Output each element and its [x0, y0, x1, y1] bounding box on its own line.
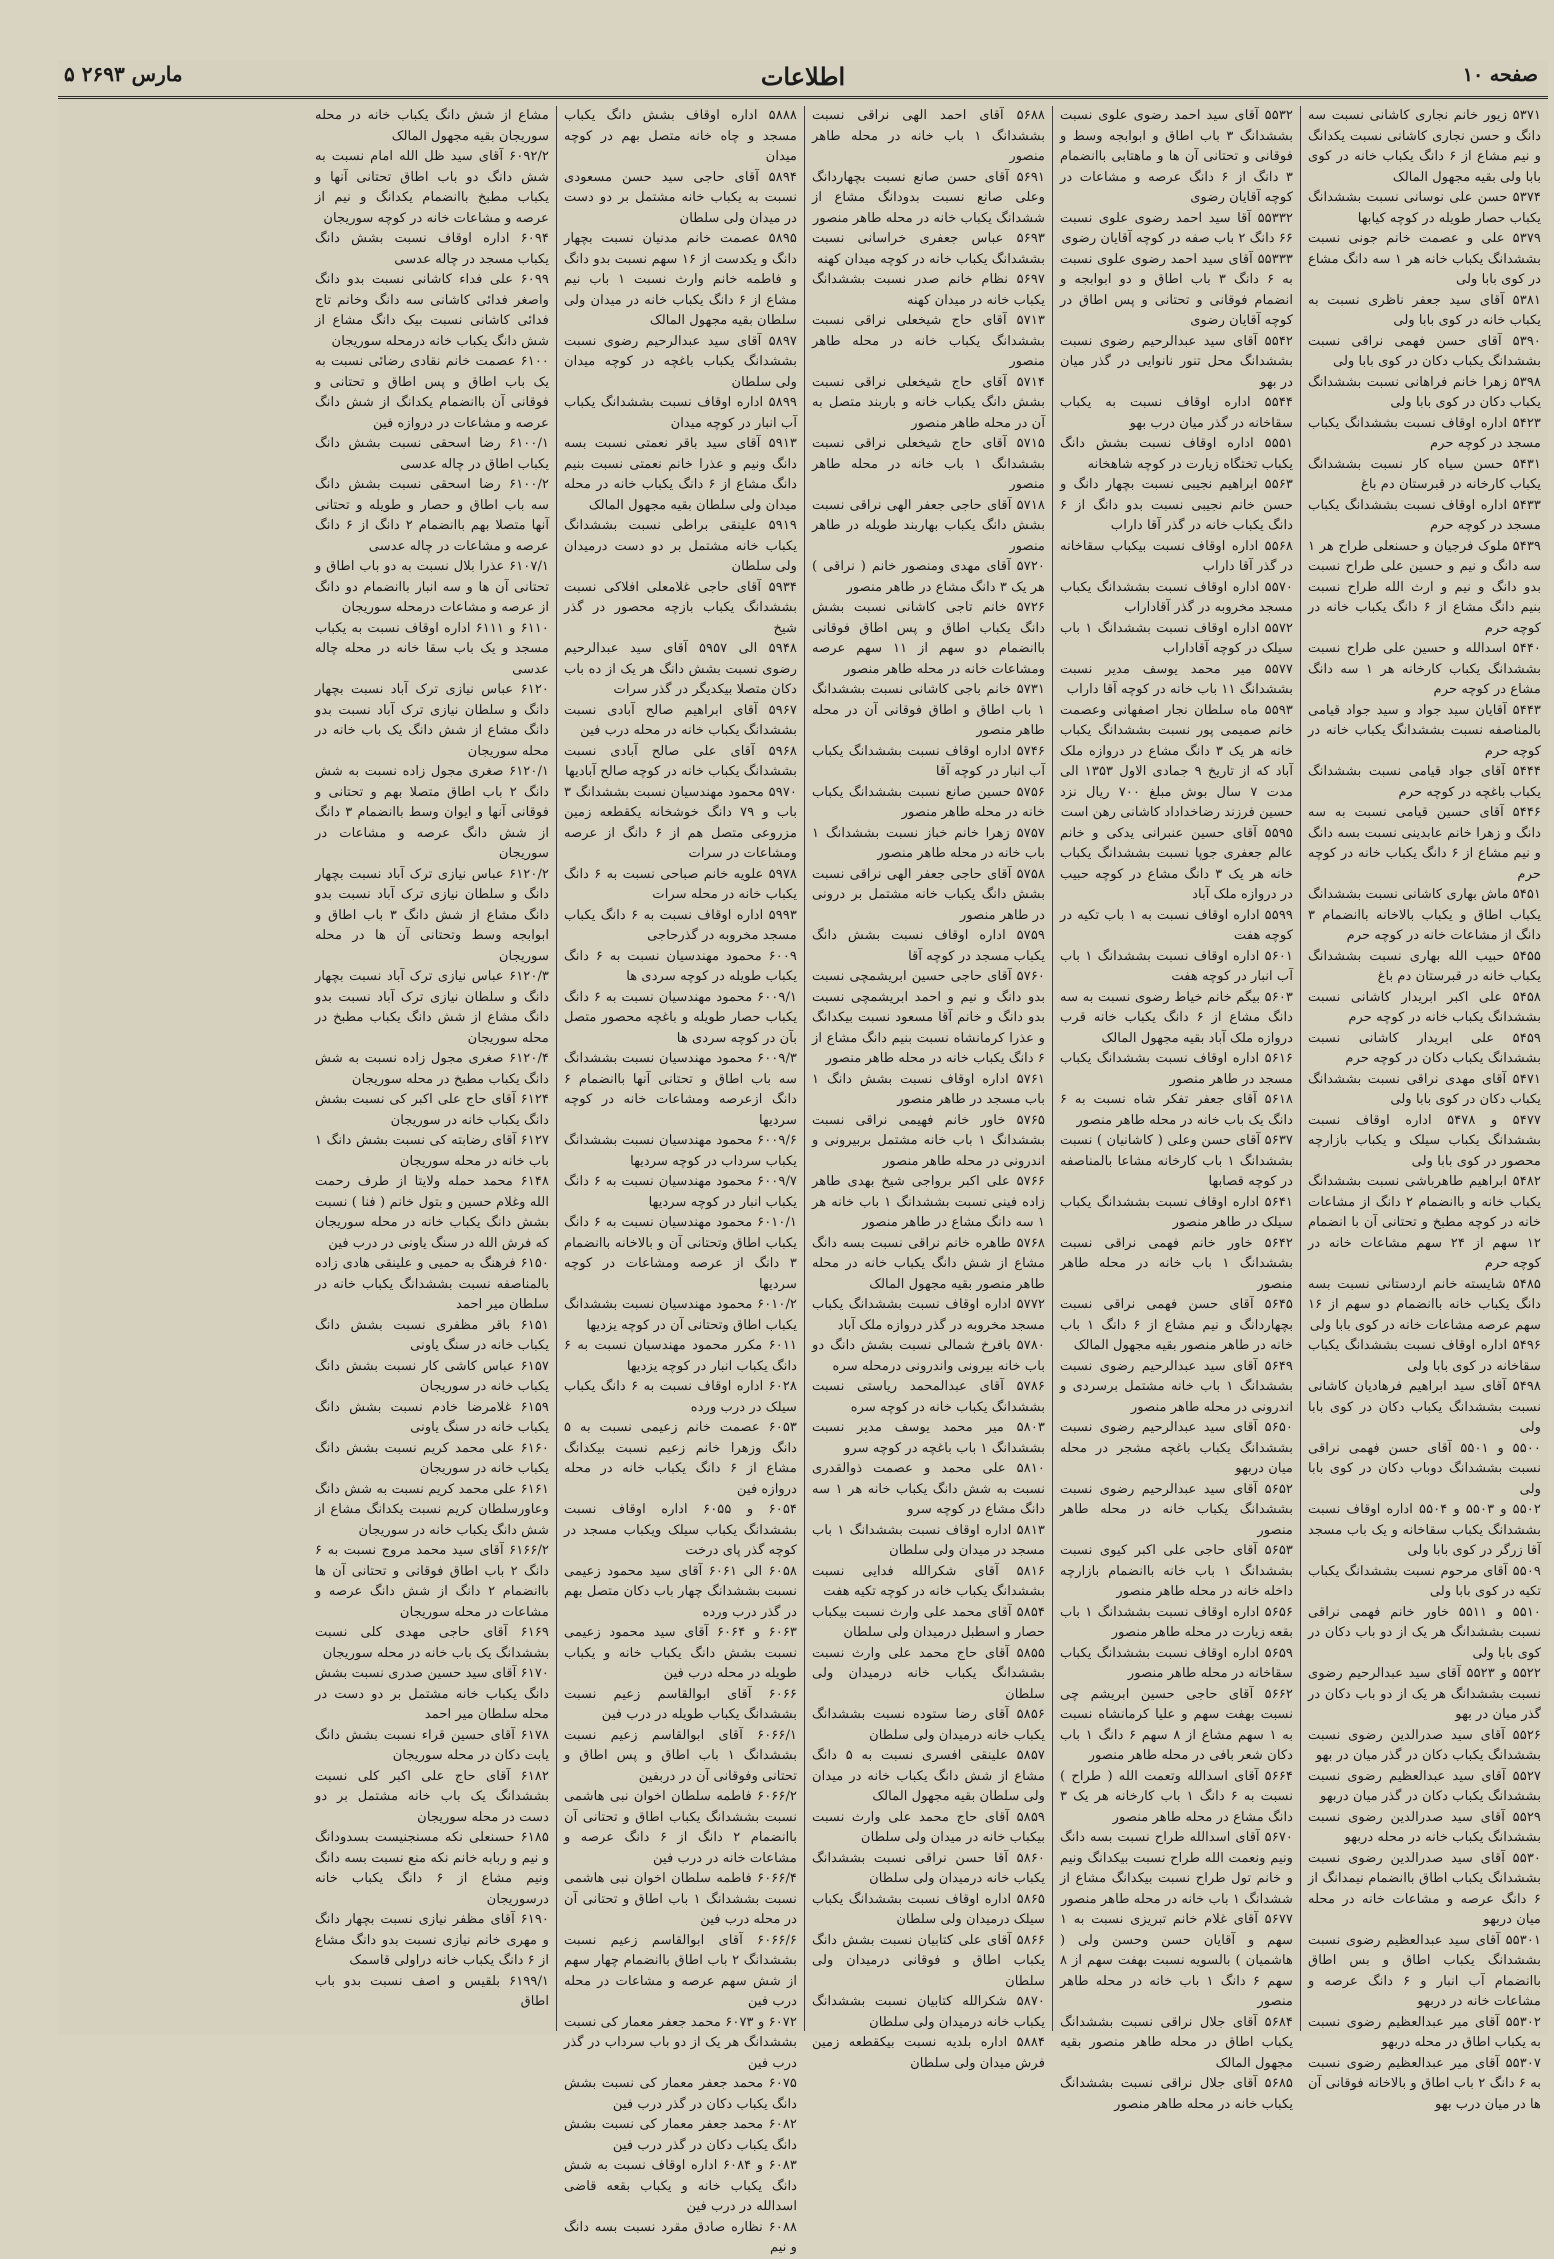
registry-entry: ۵۵۰۹ آقای مرحوم نسبت بششدانگ یکباب تکیه در کوی بابا ولی [1308, 1563, 1541, 1599]
registry-entry: ۵۵۷۰ اداره اوقاف نسبت بششدانگ یکباب مسجد مخروبه در گذر آقاداراب [1060, 579, 1293, 615]
registry-entry: ۶۰۱۰/۲ محمود مهندسیان نسبت بششدانگ یکباب اطاق وتحتانی آن در کوچه یزدیها [564, 1297, 797, 1333]
registry-entry: ۵۵۳۳۳ آقای سید احمد رضوی علوی نسبت به ۶ دانگ ۳ باب اطاق و دو ابوابجه و انضمام فوقانی و تحتانی و پس اطاق در کوچه آقایان رضوی [1060, 251, 1293, 328]
registry-entry: ۵۶۴۵ آقای حسن فهمی نراقی نسبت بچهاردانگ و نیم مشاع از ۶ دانگ ۱ باب خانه در طاهر منصور بقیه مجهول المالک [1060, 1297, 1293, 1353]
registry-entry: ۵۶۰۳ بیگم خانم خیاط رضوی نسبت به سه دانگ مشاع از ۶ دانگ یکباب خانه قرب دروازه ملک آباد بقیه مجهول المالک [1060, 989, 1293, 1046]
registry-entry: ۵۶۴۹ آقای سید عبدالرحیم رضوی نسبت بششدانگ ۱ باب خانه مشتمل برسردی و اندرونی در محله طاهر منصور [1060, 1358, 1294, 1415]
registry-entry: ۶۰۶۶/۲ فاطمه سلطان اخوان نبی هاشمی نسبت بششدانگ یکباب اطاق و تحتانی آن باانضمام ۲ دانگ از ۶ دانگ عرصه و مشاعات خانه در درب فین [564, 1789, 797, 1866]
registry-entry: ۵۷۲۰ آقای مهدی ومنصور خانم ( نراقی ) هر یک ۳ دانگ مشاع در طاهر منصور [812, 559, 1045, 595]
registry-entry: ۵۶۹۷ نظام خانم صدر نسبت بششدانگ یکباب خانه در میدان کهنه [812, 272, 1045, 308]
registry-entry: ۵۶۶۲ آقای حاجی حسین ابریشم چی نسبت بهفت سهم و علیا کرمانشاه نسبت به ۱ سهم مشاع از ۸ سهم ۶ دانگ ۱ باب دکان شعر بافی در محله طاهر منصور [1060, 1686, 1294, 1763]
registry-entry: ۵۶۵۶ اداره اوقاف نسبت بششدانگ ۱ باب بقعه زیارت در محله طاهر منصور [1060, 1604, 1293, 1640]
registry-entry: ۶۱۹۹/۱ بلقیس و اصف نسبت بدو باب اطاق [315, 1973, 549, 2009]
registry-entry: ۵۵۶۳ ابراهیم نجیبی نسبت بچهار دانگ و حسن خانم نجیبی نسبت بدو دانگ از ۶ دانگ یکباب خانه در گذر آقا داراب [1060, 477, 1293, 533]
registry-entry: ۵۸۹۷ آقای سید عبدالرحیم رضوی نسبت بششدانگ یکباب باغچه در کوچه میدان ولی سلطان [564, 333, 797, 390]
registry-entry: ۵۸۱۳ اداره اوقاف نسبت بششدانگ ۱ باب مسجد در میدان ولی سلطان [812, 1522, 1045, 1558]
registry-entry: ۶۰۹۴ اداره اوقاف نسبت بشش دانگ یکباب مسجد در چاله عدسی [315, 231, 549, 267]
registry-entry: ۵۴۸۵ شایسته خانم اردستانی نسبت بسه دانگ یکباب خانه باانضمام دو سهم از ۱۶ سهم عرصه مشاعات خانه در کوی بابا ولی [1308, 1276, 1541, 1333]
registry-entry: ۶۰۰۹/۶ محمود مهندسیان نسبت بششدانگ یکباب سرداب در کوچه سردیها [564, 1133, 797, 1169]
registry-entry: ۶۱۲۰/۴ صغری مجول زاده نسبت به شش دانگ یکباب مطبخ در محله سوریجان [315, 1051, 549, 1087]
registry-entry: ۵۴۴۶ آقای حسین قیامی نسبت به سه دانگ و زهرا خانم عابدینی نسبت بسه دانگ و نیم مشاع از ۶ دانگ یکباب خانه در کوچه حرم [1308, 805, 1541, 882]
registry-entry: ۵۹۱۹ علینقی براطی نسبت بششدانگ یکباب خانه مشتمل بر دو دست درمیدان ولی سلطان [564, 518, 797, 574]
registry-entry: ۵۳۷۹ علی و عصمت خانم جونی نسبت بششدانگ یکباب خانه هر ۱ سه دانگ مشاع در کوی بابا ولی [1308, 231, 1541, 287]
column-2 [1052, 106, 1300, 2112]
column-4 [556, 106, 804, 2255]
registry-entry: ۶۱۴۸ محمد حمله ولایتا از طرف رحمت الله وغلام حسین و بتول خانم ( فنا ) نسبت بشش دانگ یکباب خانه در محله سوریجان که فرش الله در سنگ یاونی در درب فین [315, 1174, 549, 1251]
registry-entry: ۵۶۱۶ اداره اوقاف نسبت بششدانگ یکباب مسجد در طاهر منصور [1060, 1051, 1293, 1087]
registry-entry: ۵۴۳۹ ملوک فرجیان و حسنعلی طراح هر ۱ سه دانگ و نیم و حسین علی طراح نسبت بدو دانگ و نیم و ارث الله طراح نسبت بنیم دانگ مشاع از ۶ دانگ یکباب خانه در کوچه حرم [1308, 538, 1542, 636]
registry-entry: ۵۵۰۲ و ۵۵۰۳ و ۵۵۰۴ اداره اوقاف نسبت بششدانگ یکباب سقاخانه و یک باب مسجد آقا زرگر در کوی بابا ولی [1308, 1502, 1541, 1558]
registry-entry: ۵۴۵۱ ماش بهاری کاشانی نسبت بششدانگ یکباب اطاق و یکباب بالاخانه باانضمام ۳ دانگ از مشاعات خانه در کوچه حرم [1308, 887, 1541, 943]
registry-entry: ۵۶۵۹ اداره اوقاف نسبت بششدانگ یکباب سقاخانه در محله طاهر منصور [1060, 1645, 1293, 1681]
registry-entry: ۶۰۶۶/۴ فاطمه سلطان اخوان نبی هاشمی نسبت بششدانگ ۱ باب اطاق و تحتانی آن در محله درب فین [564, 1871, 797, 1927]
registry-entry: ۶۱۸۵ حسنعلی نکه مسنجنیست بسدودانگ و نیم و ربابه خانم نکه منع نسبت بسه دانگ ونیم مشاع از ۶ دانگ یکباب خانه درسوریجان [315, 1830, 549, 1907]
newspaper-page [58, 60, 1548, 2255]
registry-entry: ۵۸۷۰ شکرالله کتابیان نسبت بششدانگ یکباب خانه درمیدان ولی سلطان [812, 1994, 1045, 2030]
registry-entry: ۵۹۱۳ آقای سید باقر نعمتی نسبت بسه دانگ ونیم و عذرا خانم نعمتی نسبت بنیم دانگ مشاع از ۶ دانگ یکباب خانه در محله میدان ولی سلطان بقیه مجهول المالک [564, 436, 797, 513]
registry-entry: ۵۶۵۳ آقای حاجی علی اکبر کیوی نسبت بششدانگ ۱ باب خانه باانضمام بازارچه داخله خانه در محله طاهر منصور [1060, 1543, 1294, 1599]
registry-entry: ۵۸۹۵ عصمت خانم مدنیان نسبت بچهار دانگ و یکدست از ۱۶ سهم نسبت بدو دانگ و فاطمه خانم وارث نسبت ۱ باب نیم مشاع از ۶ دانگ یکباب خانه در میدان ولی سلطان بقیه مجهول المالک [564, 231, 797, 328]
registry-entry: ۶۱۵۱ باقر مظفری نسبت بشش دانگ یکباب خانه در سنگ یاونی [315, 1317, 549, 1353]
registry-entry: ۵۴۴۰ اسدالله و حسین علی طراح نسبت بششدانگ یکباب کارخانه هر ۱ سه دانگ مشاع در کوچه حرم [1308, 641, 1542, 697]
columns-container [58, 106, 1548, 2255]
registry-entry: ۵۶۸۴ آقای جلال نراقی نسبت بششدانگ یکباب اطاق در محله طاهر منصور بقیه مجهول المالک [1060, 2014, 1293, 2071]
registry-entry: ۶۰۸۲ محمد جعفر معمار کی نسبت بشش دانگ یکباب دکان در گذر درب فین [564, 2117, 797, 2153]
page-number: صفحه ۱۰ [1462, 64, 1538, 86]
registry-entry: ۵۵۳۰ آقای سید صدرالدین رضوی نسبت بششدانگ یکباب اطاق باانضمام نیمدانگ از ۶ دانگ عرصه و مشاعات خانه در محله میان دربهو [1308, 1850, 1541, 1927]
registry-entry: ۵۶۷۰ آقای اسدالله طراح نسبت بسه دانگ ونیم ونعمت الله طراح نسبت بیکدانگ ونیم و خانم تول طراح نسبت بیکدانگ مشاع از ششدانگ ۱ باب خانه در محله طاهر منصور [1060, 1830, 1293, 1907]
registry-entry: ۵۷۶۱ اداره اوقاف نسبت بشش دانگ ۱ باب مسجد در طاهر منصور [812, 1071, 1045, 1107]
column-3 [804, 106, 1052, 2071]
registry-entry: ۶۱۰۰/۱ رضا اسحقی نسبت بشش دانگ یکباب اطاق در چاله عدسی [315, 436, 549, 472]
registry-entry: ۵۵۳۳۲ آقا سید احمد رضوی علوی نسبت ۶۶ دانگ ۲ باب صفه در کوچه آقایان رضوی [1060, 210, 1293, 246]
registry-entry: ۶۱۲۰/۲ عباس نیازی ترک آباد نسبت بچهار دانگ و سلطان نیازی ترک آباد نسبت بدو دانگ مشاع از شش دانگ ۳ باب اطاق و ابوابجه وسط وتحتانی آن ها در محله سوریجان [315, 866, 549, 964]
registry-entry: ۵۷۱۵ آقای حاج شیخعلی نراقی نسبت بششدانگ ۱ باب خانه در محله طاهر منصور [812, 436, 1045, 492]
registry-entry: ۵۳۸۱ آقای سید جعفر ناظری نسبت به یکباب خانه در کوی بابا ولی [1308, 292, 1541, 328]
registry-entry: ۵۷۵۷ زهرا خانم خباز نسبت بششدانگ ۱ باب خانه در محله طاهر منصور [812, 825, 1045, 861]
registry-entry: ۵۳۷۱ زیور خانم نجاری کاشانی نسبت سه دانگ و حسن نجاری کاشانی نسبت یکدانگ و نیم مشاع از ۶ دانگ یکباب خانه در کوی بابا ولی بقیه مجهول المالک [1308, 108, 1542, 185]
registry-entry: ۵۵۷۷ میر محمد یوسف مدیر نسبت بششدانگ ۱۱ باب خانه در کوچه آقا داراب [1060, 661, 1293, 697]
registry-entry: ۶۰۷۲ و ۶۰۷۳ محمد جعفر معمار کی نسبت بششدانگ هر یک از دو باب سرداب در گذر درب فین [564, 2014, 797, 2071]
registry-entry: ۵۳۹۰ آقای حسن فهمی نراقی نسبت بششدانگ یکباب دکان در کوی بابا ولی [1308, 333, 1541, 369]
registry-entry: ۶۱۶۱ علی محمد کریم نسبت به شش دانگ وعاورسلطان کریم نسبت یکدانگ مشاع از شش دانگ یکباب خانه در سوریجان [315, 1481, 549, 1538]
registry-entry: ۵۹۳۴ آقای حاجی غلامعلی افلاکی نسبت بششدانگ یکباب بازچه محصور در گذر شیخ [564, 579, 797, 636]
registry-entry: ۵۸۸۴ اداره بلدیه نسبت بیکقطعه زمین فرش میدان ولی سلطان [812, 2035, 1045, 2071]
registry-entry: ۵۷۸۶ آقای عبدالمحمد ریاستی نسبت بششدانگ یکباب خانه در کوچه سره [812, 1379, 1045, 1415]
registry-entry: ۵۹۴۸ الی ۵۹۵۷ آقای سید عبدالرحیم رضوی نسبت بشش دانگ هر یک از ده باب دکان متصلا بیکدیگر در گذر سرات [564, 641, 797, 697]
registry-entry: ۵۸۶۶ آقای علی کتابیان نسبت بشش دانگ یکباب اطاق و فوقانی درمیدان ولی سلطان [812, 1932, 1045, 1989]
registry-entry: ۵۵۴۴ اداره اوقاف نسبت به یکباب سقاخانه در گذر میان درب بهو [1060, 395, 1293, 431]
registry-entry: ۶۱۵۹ غلامرضا خادم نسبت بشش دانگ یکباب خانه در سنگ یاونی [315, 1399, 549, 1435]
registry-entry: ۶۱۹۰ آقای مظفر نیازی نسبت بچهار دانگ و مهری خانم نیازی نسبت بدو دانگ مشاع از ۶ دانگ یکباب خانه دراولی قاسمک [315, 1912, 549, 1968]
registry-entry: ۶۱۰۷/۱ عذرا بلال نسبت به دو باب اطاق و تحتانی آن ها و سه انبار باانضمام دو دانگ از عرصه و مشاعات درمحله سوریجان [315, 559, 549, 615]
registry-entry: ۵۶۹۱ آقای حسن صانع نسبت بچهاردانگ وعلی صانع نسبت بدودانگ مشاع از ششدانگ یکباب خانه در محله طاهر منصور [812, 169, 1045, 226]
registry-entry: ۵۵۵۱ اداره اوقاف نسبت بشش دانگ یکباب تختگاه زیارت در کوچه شاهخانه [1060, 436, 1293, 472]
registry-entry: ۶۰۰۹/۷ محمود مهندسیان نسبت به ۶ دانگ یکباب انبار در کوچه سردیها [564, 1174, 797, 1210]
registry-entry: ۶۰۸۸ نظاره صادق مقرد نسبت بسه دانگ و نیم [564, 2219, 797, 2255]
registry-entry: ۵۴۲۳ اداره اوقاف نسبت بششدانگ یکباب مسجد در کوچه حرم [1308, 415, 1541, 451]
registry-entry: ۵۵۲۲ و ۵۵۲۳ آقای سید عبدالرحیم رضوی نسبت بششدانگ هر یک از دو باب دکان در گذر میان در بهو [1308, 1666, 1541, 1722]
newspaper-title: اطلاعات [760, 62, 846, 91]
registry-entry: ۶۰۱۱ مکرر محمود مهندسیان نسبت به ۶ دانگ یکباب انبار در کوچه یزدیها [564, 1338, 797, 1374]
registry-entry: ۵۵۳۰۱ آقای سید عبدالعظیم رضوی نسبت بششدانگ یکباب اطاق و بس اطاق باانضمام آب انبار و ۶ دانگ عرصه و مشاعات خانه در دربهو [1308, 1932, 1541, 2009]
registry-entry: ۶۰۶۶/۶ آقای ابوالقاسم زعیم نسبت بششدانگ ۲ باب اطاق باانضمام چهار سهم از شش سهم عرصه و مشاعات در محله درب فین [564, 1932, 798, 2009]
registry-entry: ۵۵۲۹ آقای سید صدرالدین رضوی نسبت بششدانگ یکباب خانه در محله دربهو [1308, 1809, 1541, 1845]
registry-entry: ۶۰۹۲/۲ آقای سید ظل الله امام نسبت به شش دانگ دو باب اطاق تحتانی آنها و یکباب مطبخ باانضمام یکدانگ و نیم از عرصه و مشاعات خانه در کوچه سوریجان [315, 149, 549, 226]
registry-entry: ۵۵۹۳ ماه سلطان نجار اصفهانی وعصمت خانم صمیمی پور نسبت بششدانگ یکباب خانه هر یک ۳ دانگ مشاع در دروازه ملک آباد که از تاریخ ۹ جمادی الاول ۱۳۵۳ الی مدت ۷ سال بوش مبلغ ۷۰۰ ریال نزد حسین فرزند رضاخداداد کاشانی رهن است [1060, 702, 1293, 820]
registry-entry: ۵۸۱۰ علی محمد و عصمت ذوالقدری نسبت به شش دانگ یکباب خانه هر ۱ سه دانگ مشاع در کوچه سرو [812, 1461, 1046, 1517]
registry-entry: ۶۱۵۷ عباس کاشی کار نسبت بشش دانگ یکباب خانه در سوریجان [315, 1358, 549, 1394]
registry-entry: ۵۶۴۱ اداره اوقاف نسبت بششدانگ یکباب سیلک در طاهر منصور [1060, 1194, 1293, 1230]
registry-entry: ۵۷۱۸ آقای حاجی جعفر الهی نراقی نسبت بشش دانگ یکباب بهاربند طویله در طاهر منصور [812, 497, 1045, 554]
registry-entry: ۶۱۲۰/۳ عباس نیازی ترک آباد نسبت بچهار دانگ و سلطان نیازی ترک آباد نسبت بدو دانگ مشاع از شش دانگ یکباب مطبخ در محله سوریجان [315, 969, 549, 1046]
registry-entry: ۶۰۵۳ عصمت خانم زعیمی نسبت به ۵ دانگ وزهرا خانم زعیم نسبت بیکدانگ مشاع از ۶ دانگ یکباب خانه در محله دروازه فین [564, 1420, 797, 1497]
registry-entry: ۶۱۲۴ آقای حاج علی اکبر کی نسبت بشش دانگ یکباب خانه در سوریجان [315, 1092, 549, 1128]
registry-entry: ۵۸۹۴ آقای حاجی سید حسن مسعودی نسبت به یکباب خانه مشتمل بر دو دست در میدان ولی سلطان [564, 169, 797, 226]
registry-entry: ۶۱۲۷ آقای رضابته کی نسبت بشش دانگ ۱ باب خانه در محله سوریجان [315, 1133, 549, 1169]
registry-entry: ۵۷۶۸ طاهره خانم نراقی نسبت بسه دانگ مشاع از شش دانگ یکباب خانه در محله طاهر منصور بقیه مجهول المالک [812, 1235, 1045, 1292]
registry-entry: ۵۶۸۸ آقای احمد الهی نراقی نسبت بششدانگ ۱ باب خانه در محله طاهر منصور [812, 108, 1045, 164]
registry-entry: ۵۵۷۲ اداره اوقاف نسبت بششدانگ ۱ باب سیلک در کوچه آقاداراب [1060, 620, 1293, 656]
registry-entry: ۶۱۰۰ عصمت خانم نقادی رضائی نسبت به یک باب اطاق و پس اطاق و تحتانی و فوقانی آن باانضمام یکدانگ از شش دانگ عرصه و مشاعات در دروازه فین [315, 354, 549, 431]
registry-entry: ۶۱۶۰ علی محمد کریم نسبت بشش دانگ یکباب خانه در سوریجان [315, 1440, 549, 1476]
registry-entry: ۵۷۱۴ آقای حاج شیخعلی نراقی نسبت بشش دانگ یکباب خانه و باربند متصل به آن در محله طاهر منصور [812, 374, 1045, 431]
registry-entry: ۵۹۹۳ اداره اوقاف نسبت به ۶ دانگ یکباب مسجد مخروبه در گذرحاجی [564, 907, 797, 943]
registry-entry: ۶۰۵۸ الی ۶۰۶۱ آقای سید محمود زعیمی نسبت بششدانگ چهار باب دکان متصل بهم در گذر درب ورده [564, 1563, 797, 1620]
registry-entry: ۶۱۵۰ فرهنگ به حمیی و علینقی هادی زاده بالمناصفه نسبت بششدانگ یکباب خانه در سلطان میر احمد [315, 1256, 549, 1312]
registry-entry: ۵۹۷۸ علویه خانم صباحی نسبت به ۶ دانگ یکباب خانه در محله سرات [564, 866, 798, 902]
registry-entry: ۶۰۲۸ اداره اوقاف نسبت به ۶ دانگ یکباب سیلک در درب ورده [564, 1379, 797, 1415]
registry-entry: ۶۱۸۲ آقای حاج علی اکبر کلی نسبت بششدانگ یک باب خانه مشتمل بر دو دست در محله سوریجان [315, 1768, 549, 1825]
registry-entry: ۶۰۰۹/۱ محمود مهندسیان نسبت به ۶ دانگ یکباب حصار طویله و باغچه محصور متصل بآن در کوچه سردی ها [564, 989, 797, 1046]
registry-entry: ۵۴۵۹ علی ابریدار کاشانی نسبت بششدانگ یکباب دکان در کوچه حرم [1308, 1030, 1541, 1066]
registry-entry: ۵۹۷۰ محمود مهندسیان نسبت بششدانگ ۳ باب و ۷۹ دانگ خوشخانه یکقطعه زمین مزروعی متصل هم از ۶ دانگ از عرصه ومشاعات در سرات [564, 784, 798, 861]
registry-entry: ۵۴۵۵ حبیب الله بهاری نسبت بششدانگ یکباب خانه در قبرستان دم باغ [1308, 948, 1541, 984]
registry-entry: ۶۱۷۰ آقای سید حسین صدری نسبت بشش دانگ یکباب خانه مشتمل بر دو دست در محله سلطان میر احمد [315, 1666, 549, 1722]
registry-entry: ۶۰۷۵ محمد جعفر معمار کی نسبت بشش دانگ یکباب دکان در گذر درب فین [564, 2076, 797, 2112]
registry-entry: ۵۷۱۳ آقای حاج شیخعلی نراقی نسبت بششدانگ یکباب خانه در محله طاهر منصور [812, 313, 1045, 369]
registry-entry: ۶۱۶۶/۲ آقای سید محمد مروج نسبت به ۶ دانگ ۲ باب اطاق فوقانی و تحتانی آن ها باانضمام ۲ دانگ از شش دانگ عرصه و مشاعات در محله سوریجان [315, 1543, 549, 1620]
registry-entry: ۵۴۷۷ و ۵۴۷۸ اداره اوقاف نسبت بششدانگ یکباب سیلک و یکباب بازارچه محصور در کوی بابا ولی [1308, 1112, 1541, 1169]
registry-entry: ۵۵۳۰۲ آقای میر عبدالعظیم رضوی نسبت به یکباب اطاق در محله دربهو [1308, 2014, 1541, 2050]
registry-entry: ۵۶۷۷ آقای غلام خانم تبریزی نسبت به ۱ سهم و آقایان حسن وحسن ولی ( هاشمیان ) بالسویه نسبت بهفت سهم از ۸ سهم ۶ دانگ ۱ باب خانه در محله طاهر منصور [1060, 1912, 1293, 2009]
registry-entry: ۵۷۸۰ بافرخ شمالی نسبت بشش دانگ دو باب خانه بیرونی واندرونی درمحله سره [812, 1338, 1045, 1374]
registry-entry: ۵۹۶۷ آقای ابراهیم صالح آبادی نسبت بششدانگ یکباب خانه در محله درب فین [564, 702, 797, 738]
registry-entry: ۵۵۲۶ آقای سید صدرالدین رضوی نسبت بششدانگ یکباب دکان در گذر میان در بهو [1308, 1727, 1541, 1763]
registry-entry: ۵۵۳۰۷ آقای میر عبدالعظیم رضوی نسبت به ۶ دانگ ۲ باب اطاق و بالاخانه فوقانی آن ها در میان درب بهو [1308, 2055, 1541, 2112]
registry-entry: مشاع از شش دانگ یکباب خانه در محله سوریجان بقیه مجهول المالک [315, 108, 549, 144]
registry-entry: ۵۷۳۱ خانم باجی کاشانی نسبت بششدانگ ۱ باب اطاق و اطاق فوقانی آن در محله طاهر منصور [812, 682, 1045, 738]
registry-entry: ۵۳۷۴ حسن علی نوسانی نسبت بششدانگ یکباب حصار طویله در کوچه کیابها [1308, 190, 1541, 226]
registry-entry: ۵۵۶۸ اداره اوقاف نسبت بیکباب سقاخانه در گذر آقا داراب [1060, 538, 1293, 574]
registry-entry: ۶۰۵۴ و ۶۰۵۵ اداره اوقاف نسبت بششدانگ یکباب سیلک ویکباب مسجد در کوچه گذر پای درخت [564, 1502, 797, 1558]
registry-entry: ۵۶۶۴ آقای اسدالله وتعمت الله ( طراح ) نسبت به ۶ دانگ ۱ باب کارخانه هر یک ۳ دانگ مشاع در محله طاهر منصور [1060, 1768, 1293, 1825]
registry-entry: ۵۸۹۹ اداره اوقاف نسبت بششدانگ یکباب آب انبار در کوچه میدان [564, 395, 797, 431]
registry-entry: ۵۶۳۷ آقای حسن وعلی ( کاشانیان ) نسبت بششدانگ ۱ باب کارخانه مشاعا بالمناصفه در کوچه قصابها [1060, 1133, 1293, 1189]
registry-entry: ۵۸۱۶ آقای شکرالله فدایی نسبت بششدانگ یکباب خانه در کوچه تکیه هفت [812, 1563, 1045, 1599]
registry-entry: ۵۴۴۴ آقای جواد قیامی نسبت بششدانگ یکباب باغچه در کوچه حرم [1308, 764, 1541, 800]
registry-entry: ۵۴۹۸ آقای سید ابراهیم فرهادیان کاشانی نسبت بششدانگ یکباب دکان در کوی بابا ولی [1308, 1379, 1541, 1435]
registry-entry: ۶۰۱۰/۱ محمود مهندسیان نسبت به ۶ دانگ یکباب اطاق وتحتانی آن و بالاخانه باانضمام ۳ دانگ از عرصه ومشاعات در کوچه سردیها [564, 1215, 797, 1292]
registry-entry: ۵۶۹۳ عباس جعفری خراسانی نسبت بششدانگ یکباب خانه در کوچه میدان کهنه [812, 231, 1045, 267]
registry-entry: ۵۸۰۳ میر محمد یوسف مدیر نسبت بششدانگ ۱ باب باغچه در کوچه سرو [812, 1420, 1045, 1456]
registry-entry: ۵۸۵۷ علینقی افسری نسبت به ۵ دانگ مشاع از شش دانگ یکباب خانه در میدان ولی سلطان بقیه مجهول المالک [812, 1748, 1045, 1804]
registry-entry: ۶۱۲۰/۱ صغری مجول زاده نسبت به شش دانگ ۲ باب اطاق متصلا بهم و تحتانی و فوقانی آنها و ایوان وسط باانضمام ۳ دانگ از شش دانگ عرصه و مشاعات در سوریجان [315, 764, 550, 861]
column-5 [308, 106, 556, 2031]
registry-entry: ۶۱۰۰/۲ رضا اسحقی نسبت بشش دانگ سه باب اطاق و حصار و طویله و تحتانی آنها متصلا بهم باانضمام ۲ دانگ از ۶ دانگ عرصه و مشاعات در چاله عدسی [315, 477, 550, 554]
registry-entry: ۵۸۵۶ آقای رضا ستوده نسبت بششدانگ یکباب خانه درمیدان ولی سلطان [812, 1707, 1045, 1743]
registry-entry: ۵۵۹۵ آقای حسین عنبرانی یدکی و خانم عالم جعفری جوپا نسبت بششدانگ یکباب خانه هر یک ۳ دانگ مشاع در کوچه حبیب در دروازه ملک آباد [1060, 825, 1293, 902]
registry-entry: ۵۵۳۲ آقای سید احمد رضوی علوی نسبت بششدانگ ۳ باب اطاق و ابوابجه وسط و فوقانی و تحتانی آن ها و ماهتابی باانضمام ۳ دانگ از ۶ دانگ عرصه و مشاعات در کوچه آقایان رضوی [1060, 108, 1294, 205]
registry-entry: ۵۷۶۰ آقای حاجی حسین ابریشمچی نسبت بدو دانگ و نیم و احمد ابریشمچی نسبت بدو دانگ و خانم آقا مسعود نسبت بیکدانگ و عذرا کرمانشاه نسبت بنیم دانگ مشاع از ۶ دانگ یکباب خانه در محله طاهر منصور [812, 969, 1045, 1066]
registry-entry: ۵۶۵۰ آقای سید عبدالرحیم رضوی نسبت بششدانگ یکباب باغچه مشجر در محله میان دربهو [1060, 1420, 1293, 1476]
registry-entry: ۵۷۵۹ اداره اوقاف نسبت بشش دانگ یکباب مسجد در کوچه آقا [812, 928, 1045, 964]
registry-entry: ۵۷۲۶ خانم تاجی کاشانی نسبت بشش دانگ یکباب اطاق و پس اطاق فوقانی باانضمام دو سهم از ۱۱ سهم عرصه ومشاعات خانه در محله طاهر منصور [812, 600, 1046, 677]
registry-entry: ۵۳۹۸ زهرا خانم فراهانی نسبت بششدانگ یکباب دکان در کوی بابا ولی [1308, 374, 1541, 410]
registry-entry: ۶۰۶۶ آقای ابوالقاسم زعیم نسبت بششدانگ یکباب طویله در درب فین [564, 1686, 797, 1722]
column-1 [1300, 106, 1548, 2112]
registry-entry: ۵۸۵۹ آقای حاج محمد علی وارث نسبت بیکباب خانه در میدان ولی سلطان [812, 1809, 1045, 1845]
registry-entry: ۶۰۶۳ و ۶۰۶۴ آقای سید محمود زعیمی نسبت بشش دانگ یکباب خانه و یکباب طویله در محله درب فین [564, 1625, 797, 1681]
registry-entry: ۵۵۰۰ و ۵۵۰۱ آقای حسن فهمی نراقی نسبت بششدانگ دوباب دکان در کوی بابا ولی [1308, 1440, 1541, 1497]
registry-entry: ۵۴۸۲ ابراهیم طاهرباشی نسبت بششدانگ یکباب خانه و باانضمام ۲ دانگ از مشاعات خانه در کوچه مطبخ و تحتانی آن با انضمام ۱۲ سهم از ۲۴ سهم مشاعات خانه در کوچه حرم [1308, 1174, 1541, 1271]
registry-entry: ۵۴۷۱ آقای مهدی نراقی نسبت بششدانگ یکباب دکان در کوی بابا ولی [1308, 1071, 1541, 1107]
registry-entry: ۵۵۴۲ آقای سید عبدالرحیم رضوی نسبت بششدانگ محل تنور نانوایی در گذر میان در بهو [1060, 333, 1293, 390]
registry-entry: ۵۴۳۱ حسن سیاه کار نسبت بششدانگ یکباب کارخانه در قبرستان دم باغ [1308, 456, 1541, 492]
registry-entry: ۵۴۳۳ اداره اوقاف نسبت بششدانگ یکباب مسجد در کوچه حرم [1308, 497, 1541, 533]
registry-entry: ۵۷۶۶ علی اکبر برواجی شیخ بهدی طاهر زاده فینی نسبت بششدانگ ۱ باب خانه هر ۱ سه دانگ مشاع در طاهر منصور [812, 1174, 1045, 1230]
registry-entry: ۵۷۷۲ اداره اوقاف نسبت بششدانگ یکباب مسجد مخروبه در گذر دروازه ملک آباد [812, 1297, 1045, 1333]
issue-date: ۵ مارس ۲۶۹۳ [64, 62, 183, 86]
registry-entry: ۵۸۶۵ اداره اوقاف نسبت بششدانگ یکباب سیلک درمیدان ولی سلطان [812, 1891, 1045, 1927]
registry-entry: ۵۸۵۵ آقای حاج محمد علی وارث نسبت بششدانگ یکباب خانه درمیدان ولی سلطان [812, 1645, 1045, 1702]
registry-entry: ۵۶۸۵ آقای جلال نراقی نسبت بششدانگ یکباب خانه در محله طاهر منصور [1060, 2076, 1293, 2112]
registry-entry: ۵۵۱۰ و ۵۵۱۱ خاور خانم فهمی نراقی نسبت بششدانگ هر یک از دو باب دکان در کوی بابا ولی [1308, 1604, 1541, 1661]
registry-entry: ۶۰۹۹ علی فداء کاشانی نسبت بدو دانگ واصغر فدائی کاشانی سه دانگ وخانم تاج فدائی کاشانی نسبت بیک دانگ مشاع از شش دانگ یکباب خانه درمحله سوریجان [315, 272, 549, 349]
registry-entry: ۵۵۹۹ اداره اوقاف نسبت به ۱ باب تکیه در کوچه هفت [1060, 907, 1293, 943]
registry-entry: ۶۰۸۳ و ۶۰۸۴ اداره اوقاف نسبت به شش دانگ یکباب خانه و یکباب بقعه قاضی اسدالله در درب فین [564, 2158, 797, 2214]
registry-entry: ۵۵۲۷ آقای سید عبدالعظیم رضوی نسبت بششدانگ یکباب دکان در گذر میان دربهو [1308, 1768, 1541, 1804]
registry-entry: ۵۹۶۸ آقای علی صالح آبادی نسبت بششدانگ یکباب خانه در کوچه صالح آبادیها [564, 743, 797, 779]
registry-entry: ۶۱۶۹ آقای حاجی مهدی کلی نسبت بششدانگ یک باب خانه در محله سوریجان [315, 1625, 549, 1661]
registry-entry: ۵۴۹۶ اداره اوقاف نسبت بششدانگ یکباب سقاخانه در کوی بابا ولی [1308, 1338, 1541, 1374]
registry-entry: ۶۱۷۸ آقای حسین قراء نسبت بشش دانگ یابت دکان در محله سوریجان [315, 1727, 549, 1763]
registry-entry: ۵۴۵۸ علی اکبر ابریدار کاشانی نسبت بششدانگ یکباب خانه در کوچه حرم [1308, 989, 1541, 1025]
registry-entry: ۶۱۲۰ عباس نیازی ترک آباد نسبت بچهار دانگ و سلطان نیازی ترک آباد نسبت بدو دانگ مشاع از شش دانگ یک باب خانه در محله سوریجان [315, 682, 549, 759]
registry-entry: ۵۷۵۸ آقای حاجی جعفر الهی نراقی نسبت بشش دانگ یکباب خانه مشتمل بر درونی در طاهر منصور [812, 866, 1045, 923]
registry-entry: ۵۷۶۵ خاور خانم فهیمی نراقی نسبت بششدانگ ۱ باب خانه مشتمل بربیرونی و اندرونی در محله طاهر منصور [812, 1112, 1045, 1169]
registry-entry: ۵۸۵۴ آقای محمد علی وارث نسبت بیکباب حصار و اسطبل درمیدان ولی سلطان [812, 1604, 1045, 1640]
masthead [58, 60, 1548, 99]
registry-entry: ۵۷۵۶ حسین صانع نسبت بششدانگ یکباب خانه در محله طاهر منصور [812, 784, 1045, 820]
registry-entry: ۵۶۵۲ آقای سید عبدالرحیم رضوی نسبت بششدانگ یکباب خانه در محله طاهر منصور [1060, 1481, 1293, 1538]
registry-entry: ۶۰۰۹ محمود مهندسیان نسبت به ۶ دانگ یکباب طویله در کوچه سردی ها [564, 948, 797, 984]
registry-entry: ۵۶۰۱ اداره اوقاف نسبت بششدانگ ۱ باب آب انبار در کوچه هفت [1060, 948, 1293, 984]
registry-entry: ۵۷۴۶ اداره اوقاف نسبت بششدانگ یکباب آب انبار در کوچه آقا [812, 743, 1045, 779]
registry-entry: ۵۶۴۲ خاور خانم فهمی نراقی نسبت بششدانگ ۱ باب خانه در محله طاهر منصور [1060, 1235, 1293, 1292]
registry-entry: ۵۸۸۸ اداره اوقاف بشش دانگ یکباب مسجد و چاه خانه متصل بهم در کوچه میدان [564, 108, 797, 164]
registry-entry: ۵۸۶۰ آقا حسن نراقی نسبت بششدانگ یکباب خانه درمیدان ولی سلطان [812, 1850, 1045, 1886]
registry-entry: ۶۱۱۰ و ۶۱۱۱ اداره اوقاف نسبت به یکباب مسجد و یک باب سقا خانه در محله چاله عدسی [315, 620, 549, 677]
registry-entry: ۶۰۰۹/۳ محمود مهندسیان نسبت بششدانگ سه باب اطاق و تحتانی آنها باانضمام ۶ دانگ ازعرصه ومشاعات خانه در کوچه سردیها [564, 1051, 797, 1128]
registry-entry: ۶۰۶۶/۱ آقای ابوالقاسم زعیم نسبت بششدانگ ۱ باب اطاق و پس اطاق و تحتانی وفوقانی آن در دربفین [564, 1727, 797, 1784]
registry-entry: ۵۶۱۸ آقای جعفر تفکر شاه نسبت به ۶ دانگ یک باب خانه در محله طاهر منصور [1060, 1092, 1293, 1128]
registry-entry: ۵۴۴۳ آقایان سید جواد و سید جواد قیامی بالمناصفه نسبت بششدانگ یکباب خانه در کوچه حرم [1308, 702, 1541, 759]
